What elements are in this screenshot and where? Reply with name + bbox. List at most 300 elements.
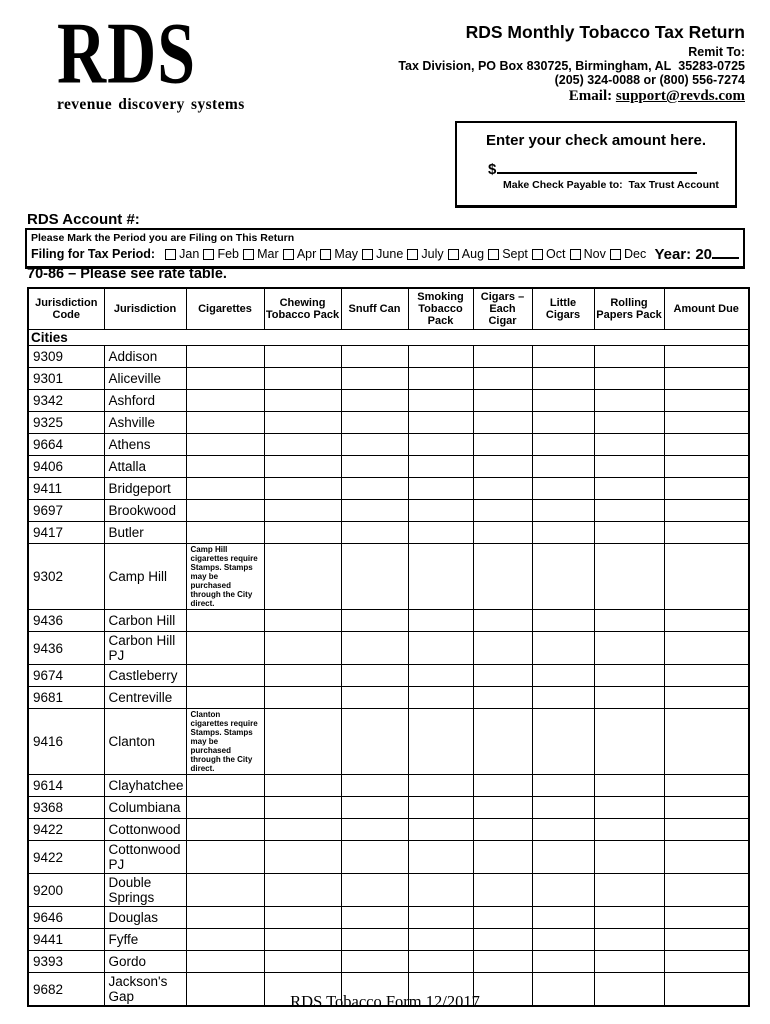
jurisdiction-code-cell: 9682 [28,973,104,1007]
column-header: Rolling Papers Pack [594,288,664,330]
jurisdiction-code-cell: 9436 [28,632,104,665]
smoking-tobacco-pack-entry-cell[interactable] [408,390,473,412]
cigarettes-entry-cell[interactable] [186,951,264,973]
filing-period-box [25,228,745,269]
smoking-tobacco-pack-entry-cell[interactable] [408,951,473,973]
table-row [28,907,749,929]
rolling-papers-pack-entry-cell[interactable] [594,665,664,687]
snuff-can-entry-cell[interactable] [341,797,408,819]
amount-due-entry-cell[interactable] [664,819,749,841]
snuff-can-entry-cell[interactable] [341,632,408,665]
snuff-can-entry-cell[interactable] [341,819,408,841]
amount-due-entry-cell[interactable] [664,951,749,973]
rolling-papers-pack-entry-cell[interactable] [594,775,664,797]
little-cigars-entry-cell[interactable] [532,907,594,929]
chewing-tobacco-pack-entry-cell[interactable] [264,709,341,775]
amount-due-entry-cell[interactable] [664,544,749,610]
table-row [28,819,749,841]
cigarettes-entry-cell[interactable] [186,687,264,709]
cigarettes-entry-cell[interactable] [186,522,264,544]
column-header: Cigarettes [186,288,264,330]
smoking-tobacco-pack-entry-cell[interactable] [408,632,473,665]
rolling-papers-pack-entry-cell[interactable] [594,632,664,665]
jurisdiction-name-cell: Douglas [104,907,186,929]
jurisdiction-name-cell: Centreville [104,687,186,709]
snuff-can-entry-cell[interactable] [341,929,408,951]
rolling-papers-pack-entry-cell[interactable] [594,874,664,907]
cigarettes-entry-cell[interactable] [186,709,264,775]
little-cigars-entry-cell[interactable] [532,368,594,390]
checkbox-june[interactable] [362,249,373,260]
snuff-can-entry-cell[interactable] [341,709,408,775]
jurisdiction-code-cell: 9302 [28,544,104,610]
jurisdiction-code-cell: 9309 [28,346,104,368]
chewing-tobacco-pack-entry-cell[interactable] [264,434,341,456]
rolling-papers-pack-entry-cell[interactable] [594,951,664,973]
amount-due-entry-cell[interactable] [664,412,749,434]
table-row [28,412,749,434]
dollar-sign: $ [488,161,497,178]
cigars-each-cigar-entry-cell[interactable] [473,819,532,841]
little-cigars-entry-cell[interactable] [532,522,594,544]
snuff-can-entry-cell[interactable] [341,390,408,412]
little-cigars-entry-cell[interactable] [532,951,594,973]
cigars-each-cigar-entry-cell[interactable] [473,929,532,951]
table-row [28,390,749,412]
jurisdiction-code-cell: 9697 [28,500,104,522]
month-option-mar [243,247,279,261]
little-cigars-entry-cell[interactable] [532,819,594,841]
remit-to-label: Remit To: [688,45,745,59]
payable-note: Make Check Payable to: Tax Trust Account [503,179,719,191]
cigars-each-cigar-entry-cell[interactable] [473,478,532,500]
chewing-tobacco-pack-entry-cell[interactable] [264,841,341,874]
rolling-papers-pack-entry-cell[interactable] [594,709,664,775]
rolling-papers-pack-entry-cell[interactable] [594,346,664,368]
cigarettes-entry-cell[interactable] [186,610,264,632]
year-prefix: 20 [695,246,712,263]
little-cigars-entry-cell[interactable] [532,841,594,874]
chewing-tobacco-pack-entry-cell[interactable] [264,346,341,368]
smoking-tobacco-pack-entry-cell[interactable] [408,819,473,841]
snuff-can-entry-cell[interactable] [341,874,408,907]
month-label: July [421,247,444,261]
table-row [28,709,749,775]
amount-due-entry-cell[interactable] [664,632,749,665]
smoking-tobacco-pack-entry-cell[interactable] [408,797,473,819]
amount-due-entry-cell[interactable] [664,522,749,544]
smoking-tobacco-pack-entry-cell[interactable] [408,775,473,797]
cigarettes-entry-cell[interactable] [186,368,264,390]
column-header: Amount Due [664,288,749,330]
rolling-papers-pack-entry-cell[interactable] [594,434,664,456]
cigarettes-entry-cell[interactable] [186,412,264,434]
checkbox-oct[interactable] [532,249,543,260]
year-group [654,245,739,263]
checkbox-jan[interactable] [165,249,176,260]
cigars-each-cigar-entry-cell[interactable] [473,610,532,632]
amount-due-entry-cell[interactable] [664,709,749,775]
amount-due-entry-cell[interactable] [664,907,749,929]
rds-logo [57,3,245,114]
jurisdiction-name-cell: Carbon Hill PJ [104,632,186,665]
rolling-papers-pack-entry-cell[interactable] [594,929,664,951]
chewing-tobacco-pack-entry-cell[interactable] [264,500,341,522]
rolling-papers-pack-entry-cell[interactable] [594,456,664,478]
little-cigars-entry-cell[interactable] [532,390,594,412]
rds-logo-text: RDS [57,3,197,102]
smoking-tobacco-pack-entry-cell[interactable] [408,368,473,390]
smoking-tobacco-pack-entry-cell[interactable] [408,610,473,632]
table-row [28,610,749,632]
column-header: Jurisdiction [104,288,186,330]
amount-due-entry-cell[interactable] [664,874,749,907]
snuff-can-entry-cell[interactable] [341,522,408,544]
cigarettes-entry-cell[interactable] [186,797,264,819]
little-cigars-entry-cell[interactable] [532,544,594,610]
cigarettes-entry-cell[interactable] [186,874,264,907]
check-amount-row [488,159,697,178]
smoking-tobacco-pack-entry-cell[interactable] [408,346,473,368]
cigarettes-entry-cell[interactable] [186,929,264,951]
snuff-can-entry-cell[interactable] [341,500,408,522]
rolling-papers-pack-entry-cell[interactable] [594,412,664,434]
cigars-each-cigar-entry-cell[interactable] [473,346,532,368]
form-footer: RDS Tobacco Form 12/2017 [290,992,480,1011]
amount-due-entry-cell[interactable] [664,346,749,368]
chewing-tobacco-pack-entry-cell[interactable] [264,412,341,434]
table-row [28,632,749,665]
table-row [28,929,749,951]
cigarettes-entry-cell[interactable] [186,456,264,478]
rolling-papers-pack-entry-cell[interactable] [594,478,664,500]
chewing-tobacco-pack-entry-cell[interactable] [264,610,341,632]
jurisdiction-code-cell: 9614 [28,775,104,797]
rolling-papers-pack-entry-cell[interactable] [594,368,664,390]
jurisdiction-name-cell: Camp Hill [104,544,186,610]
snuff-can-entry-cell[interactable] [341,610,408,632]
chewing-tobacco-pack-entry-cell[interactable] [264,665,341,687]
rolling-papers-pack-entry-cell[interactable] [594,819,664,841]
year-input[interactable] [712,245,739,259]
chewing-tobacco-pack-entry-cell[interactable] [264,907,341,929]
chewing-tobacco-pack-entry-cell[interactable] [264,368,341,390]
cigars-each-cigar-entry-cell[interactable] [473,951,532,973]
table-row [28,665,749,687]
account-number-input[interactable] [140,210,320,224]
chewing-tobacco-pack-entry-cell[interactable] [264,687,341,709]
jurisdiction-code-cell: 9342 [28,390,104,412]
little-cigars-entry-cell[interactable] [532,874,594,907]
jurisdiction-name-cell: Brookwood [104,500,186,522]
smoking-tobacco-pack-entry-cell[interactable] [408,522,473,544]
snuff-can-entry-cell[interactable] [341,478,408,500]
cigars-each-cigar-entry-cell[interactable] [473,544,532,610]
amount-due-entry-cell[interactable] [664,775,749,797]
amount-due-entry-cell[interactable] [664,841,749,874]
cigarettes-entry-cell[interactable] [186,478,264,500]
cigars-each-cigar-entry-cell[interactable] [473,632,532,665]
rolling-papers-pack-entry-cell[interactable] [594,687,664,709]
jurisdiction-code-cell: 9646 [28,907,104,929]
little-cigars-entry-cell[interactable] [532,665,594,687]
checkbox-may[interactable] [320,249,331,260]
smoking-tobacco-pack-entry-cell[interactable] [408,687,473,709]
little-cigars-entry-cell[interactable] [532,456,594,478]
table-row [28,346,749,368]
cigars-each-cigar-entry-cell[interactable] [473,841,532,874]
cigars-each-cigar-entry-cell[interactable] [473,687,532,709]
cigars-each-cigar-entry-cell[interactable] [473,522,532,544]
chewing-tobacco-pack-entry-cell[interactable] [264,929,341,951]
smoking-tobacco-pack-entry-cell[interactable] [408,478,473,500]
snuff-can-entry-cell[interactable] [341,907,408,929]
cigars-each-cigar-entry-cell[interactable] [473,797,532,819]
jurisdiction-code-cell: 9393 [28,951,104,973]
rolling-papers-pack-entry-cell[interactable] [594,522,664,544]
cigarettes-entry-cell[interactable] [186,390,264,412]
rolling-papers-pack-entry-cell[interactable] [594,610,664,632]
smoking-tobacco-pack-entry-cell[interactable] [408,665,473,687]
snuff-can-entry-cell[interactable] [341,775,408,797]
cigarettes-entry-cell[interactable] [186,775,264,797]
checkbox-feb[interactable] [203,249,214,260]
month-option-aug [448,247,484,261]
remit-phone: (205) 324-0088 or (800) 556-7274 [554,73,745,87]
snuff-can-entry-cell[interactable] [341,412,408,434]
chewing-tobacco-pack-entry-cell[interactable] [264,797,341,819]
jurisdiction-name-cell: Castleberry [104,665,186,687]
filing-period-row [31,245,739,263]
check-amount-input[interactable] [497,159,697,174]
stamp-note: Camp Hill cigarettes require Stamps. Stamps may be purchased through the City direct. [190,545,258,608]
smoking-tobacco-pack-entry-cell[interactable] [408,709,473,775]
jurisdiction-name-cell: Jackson's Gap [104,973,186,1007]
jurisdiction-code-cell: 9674 [28,665,104,687]
table-row [28,434,749,456]
snuff-can-entry-cell[interactable] [341,434,408,456]
little-cigars-entry-cell[interactable] [532,434,594,456]
cigars-each-cigar-entry-cell[interactable] [473,390,532,412]
amount-due-entry-cell[interactable] [664,797,749,819]
section-row-cities [28,330,749,346]
checkbox-july[interactable] [407,249,418,260]
email-link[interactable]: support@revds.com [615,88,745,104]
month-label: May [334,247,359,261]
cigars-each-cigar-entry-cell[interactable] [473,434,532,456]
amount-due-entry-cell[interactable] [664,478,749,500]
rolling-papers-pack-entry-cell[interactable] [594,907,664,929]
smoking-tobacco-pack-entry-cell[interactable] [408,907,473,929]
table-row [28,687,749,709]
jurisdiction-code-cell: 9411 [28,478,104,500]
snuff-can-entry-cell[interactable] [341,456,408,478]
chewing-tobacco-pack-entry-cell[interactable] [264,522,341,544]
cigarettes-entry-cell[interactable] [186,632,264,665]
cigarettes-entry-cell[interactable] [186,346,264,368]
table-row [28,874,749,907]
cigars-each-cigar-entry-cell[interactable] [473,368,532,390]
chewing-tobacco-pack-entry-cell[interactable] [264,456,341,478]
checkbox-dec[interactable] [610,249,621,260]
rolling-papers-pack-entry-cell[interactable] [594,500,664,522]
snuff-can-entry-cell[interactable] [341,368,408,390]
snuff-can-entry-cell[interactable] [341,544,408,610]
checkbox-sept[interactable] [488,249,499,260]
jurisdiction-code-cell: 9406 [28,456,104,478]
jurisdiction-name-cell: Bridgeport [104,478,186,500]
little-cigars-entry-cell[interactable] [532,632,594,665]
jurisdiction-code-cell: 9441 [28,929,104,951]
amount-due-entry-cell[interactable] [664,368,749,390]
smoking-tobacco-pack-entry-cell[interactable] [408,874,473,907]
month-option-apr [283,247,316,261]
month-option-june [362,247,403,261]
jurisdiction-code-cell: 9301 [28,368,104,390]
amount-due-entry-cell[interactable] [664,610,749,632]
chewing-tobacco-pack-entry-cell[interactable] [264,544,341,610]
month-label: Oct [546,247,566,261]
jurisdiction-code-cell: 9416 [28,709,104,775]
amount-due-entry-cell[interactable] [664,929,749,951]
jurisdiction-name-cell: Addison [104,346,186,368]
month-option-sept [488,247,528,261]
little-cigars-entry-cell[interactable] [532,775,594,797]
month-option-feb [203,247,239,261]
rolling-papers-pack-entry-cell[interactable] [594,841,664,874]
snuff-can-entry-cell[interactable] [341,687,408,709]
table-row [28,841,749,874]
column-header: Snuff Can [341,288,408,330]
chewing-tobacco-pack-entry-cell[interactable] [264,478,341,500]
little-cigars-entry-cell[interactable] [532,687,594,709]
smoking-tobacco-pack-entry-cell[interactable] [408,544,473,610]
form-header [398,22,745,105]
chewing-tobacco-pack-entry-cell[interactable] [264,951,341,973]
year-label: Year: [654,246,692,263]
snuff-can-entry-cell[interactable] [341,841,408,874]
chewing-tobacco-pack-entry-cell[interactable] [264,874,341,907]
amount-due-entry-cell[interactable] [664,390,749,412]
check-amount-panel [455,121,737,208]
smoking-tobacco-pack-entry-cell[interactable] [408,456,473,478]
smoking-tobacco-pack-entry-cell[interactable] [408,929,473,951]
email-label: Email: [568,88,613,104]
checkbox-mar[interactable] [243,249,254,260]
rolling-papers-pack-entry-cell[interactable] [594,797,664,819]
month-label: Apr [296,247,317,261]
jurisdiction-name-cell: Columbiana [104,797,186,819]
amount-due-entry-cell[interactable] [664,500,749,522]
checkbox-nov[interactable] [570,249,581,260]
smoking-tobacco-pack-entry-cell[interactable] [408,434,473,456]
smoking-tobacco-pack-entry-cell[interactable] [408,500,473,522]
month-option-may [320,247,358,261]
month-label: Sept [502,247,528,261]
chewing-tobacco-pack-entry-cell[interactable] [264,775,341,797]
cigars-each-cigar-entry-cell[interactable] [473,456,532,478]
month-label: Dec [624,247,647,261]
cigarettes-entry-cell[interactable] [186,907,264,929]
amount-due-entry-cell[interactable] [664,687,749,709]
amount-due-entry-cell[interactable] [664,434,749,456]
jurisdiction-name-cell: Ashford [104,390,186,412]
chewing-tobacco-pack-entry-cell[interactable] [264,390,341,412]
cigars-each-cigar-entry-cell[interactable] [473,709,532,775]
chewing-tobacco-pack-entry-cell[interactable] [264,819,341,841]
section-label: Cities [28,330,749,346]
cigarettes-entry-cell[interactable] [186,544,264,610]
snuff-can-entry-cell[interactable] [341,951,408,973]
chewing-tobacco-pack-entry-cell[interactable] [264,632,341,665]
month-label: June [376,247,404,261]
jurisdiction-code-cell: 9368 [28,797,104,819]
little-cigars-entry-cell[interactable] [532,500,594,522]
little-cigars-entry-cell[interactable] [532,709,594,775]
cigars-each-cigar-entry-cell[interactable] [473,412,532,434]
amount-due-entry-cell[interactable] [664,665,749,687]
checkbox-aug[interactable] [448,249,459,260]
rolling-papers-pack-entry-cell[interactable] [594,544,664,610]
form-title: RDS Monthly Tobacco Tax Return [465,22,745,42]
smoking-tobacco-pack-entry-cell[interactable] [408,841,473,874]
little-cigars-entry-cell[interactable] [532,797,594,819]
cigarettes-entry-cell[interactable] [186,434,264,456]
cigars-each-cigar-entry-cell[interactable] [473,500,532,522]
tobacco-tax-table [27,287,750,1007]
little-cigars-entry-cell[interactable] [532,610,594,632]
snuff-can-entry-cell[interactable] [341,665,408,687]
amount-due-entry-cell[interactable] [664,456,749,478]
column-header: Chewing Tobacco Pack [264,288,341,330]
jurisdiction-name-cell: Fyffe [104,929,186,951]
cigarettes-entry-cell[interactable] [186,500,264,522]
little-cigars-entry-cell[interactable] [532,929,594,951]
jurisdiction-name-cell: Cottonwood [104,819,186,841]
check-amount-heading: Enter your check amount here. [485,132,707,149]
jurisdiction-name-cell: Attalla [104,456,186,478]
snuff-can-entry-cell[interactable] [341,346,408,368]
little-cigars-entry-cell[interactable] [532,478,594,500]
rolling-papers-pack-entry-cell[interactable] [594,390,664,412]
column-header: Jurisdiction Code [28,288,104,330]
jurisdiction-code-cell: 9422 [28,819,104,841]
cigarettes-entry-cell[interactable] [186,819,264,841]
filing-instruction: Please Mark the Period you are Filing on This Return [31,232,295,244]
jurisdiction-name-cell: Ashville [104,412,186,434]
cigars-each-cigar-entry-cell[interactable] [473,665,532,687]
email-line [398,88,745,105]
cigars-each-cigar-entry-cell[interactable] [473,907,532,929]
cigarettes-entry-cell[interactable] [186,841,264,874]
month-option-oct [532,247,565,261]
checkbox-apr[interactable] [283,249,294,260]
cigarettes-entry-cell[interactable] [186,665,264,687]
cigars-each-cigar-entry-cell[interactable] [473,874,532,907]
little-cigars-entry-cell[interactable] [532,346,594,368]
account-number-label: RDS Account #: [27,211,140,228]
jurisdiction-name-cell: Gordo [104,951,186,973]
jurisdiction-name-cell: Clanton [104,709,186,775]
month-label: Feb [217,247,239,261]
jurisdiction-code-cell: 9664 [28,434,104,456]
cigars-each-cigar-entry-cell[interactable] [473,775,532,797]
smoking-tobacco-pack-entry-cell[interactable] [408,412,473,434]
filing-period-label: Filing for Tax Period: [31,247,156,261]
little-cigars-entry-cell[interactable] [532,412,594,434]
jurisdiction-name-cell: Double Springs [104,874,186,907]
jurisdiction-code-cell: 9417 [28,522,104,544]
